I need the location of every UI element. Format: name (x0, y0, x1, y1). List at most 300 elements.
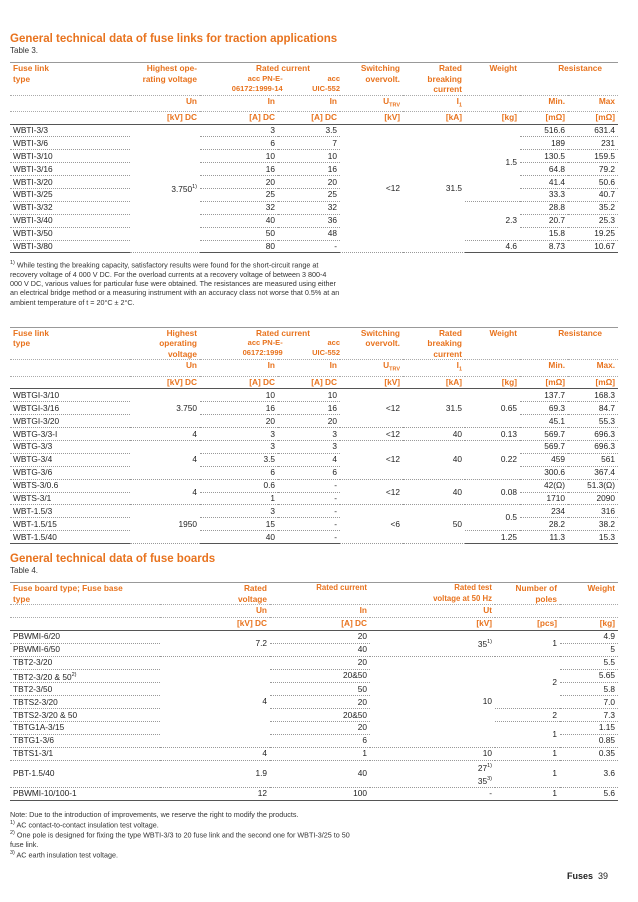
col-fuse-link: Fuse link type (13, 63, 49, 84)
table-cell: 20 (278, 415, 340, 428)
table-cell: 40 (403, 479, 465, 505)
table-cell: 6 (278, 466, 340, 479)
table-row (10, 492, 618, 505)
switching-cell: <12 (340, 124, 403, 253)
table-cell: WBTI-3/10 (10, 150, 130, 163)
table-cell: 4.9 (560, 630, 618, 643)
col-breaking: Rated breaking current (427, 327, 462, 359)
header-cell (10, 111, 130, 124)
table-cell: - (278, 518, 340, 531)
col-resistance: Resistance (558, 327, 603, 338)
table-cell: 20 (270, 721, 370, 734)
table-cell: 1 (495, 760, 560, 787)
table-cell: PBWMI-6/20 (10, 630, 160, 643)
table-cell: 15.8 (520, 227, 568, 240)
table-cell: 16 (200, 402, 278, 415)
table-cell: 50 (200, 227, 278, 240)
col-breaking: Rated breaking current (427, 63, 462, 94)
section3-title: General technical data of fuse boards (10, 553, 216, 566)
table-cell: 19.25 (568, 227, 618, 240)
table-cell: <12 (340, 428, 403, 441)
table-row (10, 201, 618, 214)
table-cell: 0.35 (560, 747, 618, 760)
table-cell: 5 (560, 643, 618, 656)
table-cell: 15 (200, 518, 278, 531)
breaking-cell: 31.5 (403, 124, 465, 253)
table-cell: 20&50 (270, 669, 370, 683)
table-cell: WBT-1.5/40 (10, 531, 130, 544)
table-cell: 4 (130, 479, 200, 505)
table-cell: WBTI-3/25 (10, 189, 130, 202)
section3-table-label: Table 4. (10, 566, 39, 576)
unit-ka: [kA] (403, 111, 465, 124)
table-cell: 31.5 (403, 389, 465, 428)
weight-cell: 2.3 (465, 201, 520, 240)
table-row (10, 124, 618, 137)
table-row (10, 505, 618, 518)
table-cell: 25.3 (568, 214, 618, 227)
sym-in: In (278, 95, 340, 111)
header-cell (465, 95, 520, 111)
unit-a-dc: [A] DC (270, 617, 370, 630)
table-cell: WBTI-3/20 (10, 176, 130, 189)
table-cell: 2 (495, 656, 560, 708)
unit-a-dc: [A] DC (200, 111, 278, 124)
sym-min: Min. (520, 95, 568, 111)
table-row (10, 389, 618, 402)
table-cell: 40 (200, 531, 278, 544)
table-cell: 300.6 (520, 466, 568, 479)
table-cell: 16 (200, 163, 278, 176)
table-cell: TBTG1-3/6 (10, 734, 160, 747)
table-cell: 0.13 (465, 428, 520, 441)
unit-a-dc: [A] DC (278, 111, 340, 124)
table-cell: - (278, 492, 340, 505)
table-cell: 2 (495, 709, 560, 722)
unit-a-dc: [A] DC (200, 376, 278, 389)
table-cell: WBTGI-3/20 (10, 415, 130, 428)
col-resistance: Resistance (558, 63, 603, 73)
table-cell: 3 (278, 440, 340, 453)
table-row (10, 150, 618, 163)
table-cell: 55.3 (568, 415, 618, 428)
note-1: $^{1)}$ AC contact-to-contact insulation test voltage. (10, 819, 159, 830)
table-cell: 35.2 (568, 201, 618, 214)
table-cell: 10 (278, 389, 340, 402)
table-cell: 0.22 (465, 440, 520, 479)
table-cell: 25 (200, 189, 278, 202)
table-cell: 10 (200, 389, 278, 402)
table-cell: 3 (200, 505, 278, 518)
section1-title: General technical data of fuse links for traction applications (10, 33, 338, 45)
table-cell: 1.25 (465, 531, 520, 544)
table-cell: 40 (403, 428, 465, 441)
table-cell: 516.6 (520, 124, 568, 137)
page (10, 0, 618, 860)
unit-kv: [kV] (340, 376, 403, 389)
table-cell: 1 (495, 630, 560, 656)
table-cell: TBTS2-3/20 (10, 696, 160, 709)
sym-ut: Ut (370, 605, 495, 618)
table-cell: - (278, 240, 340, 253)
table-cell: 4 (278, 453, 340, 466)
table-cell: WBTG-3/3-I (10, 428, 130, 441)
sym-un: Un (130, 95, 200, 111)
unit-kg: [kg] (465, 376, 520, 389)
table-row (10, 466, 618, 479)
col-switching: Switching overvolt. (360, 63, 400, 84)
table-row (10, 787, 618, 800)
table-row (10, 479, 618, 492)
table-cell: WBTS-3/1 (10, 492, 130, 505)
table-row (10, 214, 618, 227)
table-cell: 50 (403, 505, 465, 544)
table-row (10, 240, 618, 253)
table-cell: 1 (495, 721, 560, 747)
table-row (10, 453, 618, 466)
table-row (10, 747, 618, 760)
sym-in: In (200, 360, 278, 376)
table-cell: 5.5 (560, 656, 618, 669)
table-cell: 45.1 (520, 415, 568, 428)
sym-un: Un (160, 605, 270, 618)
table-cell: 231 (568, 137, 618, 150)
table-cell: 1.15 (560, 721, 618, 734)
table-cell: 3.6 (560, 760, 618, 787)
col-fuse-link: Fuse link type (13, 327, 49, 349)
unit-mohm: [mΩ] (520, 376, 568, 389)
table-cell: 3.5 (278, 124, 340, 137)
table-cell: WBTS-3/0.6 (10, 479, 130, 492)
table-cell: - (370, 787, 495, 800)
col-rated-voltage: Rated voltage (237, 583, 267, 604)
table-cell: 50 (270, 683, 370, 696)
table-cell: 40 (270, 643, 370, 656)
table-cell: 40 (270, 760, 370, 787)
table-cell: WBTG-3/6 (10, 466, 130, 479)
table-row (10, 656, 618, 669)
sym-max: Max (568, 95, 618, 111)
table-cell: 0.6 (200, 479, 278, 492)
table-cell: 32 (200, 201, 278, 214)
unit-kv: [kV] (370, 617, 495, 630)
table-cell: 11.3 (520, 531, 568, 544)
note-2: $^{2)}$ One pole is designed for fixing the type WBTI-3/3 to 20 fuse link and the second one for WBTI-3/25 to 50 fuse link. (10, 830, 350, 849)
sym-in: In (270, 605, 370, 618)
table-cell: 137.7 (520, 389, 568, 402)
table-cell: 36 (278, 214, 340, 227)
note-3: $^{3)}$ AC earth insulation test voltage. (10, 850, 118, 860)
table-cell: 7.3 (560, 709, 618, 722)
table-cell: 0.5 (465, 505, 520, 531)
header-cell (10, 95, 130, 111)
col-weight: Weight (587, 583, 615, 594)
table-cell: 12 (160, 787, 270, 800)
table-cell: 16 (278, 163, 340, 176)
table-cell: 0.08 (465, 479, 520, 505)
table-cell: 696.3 (568, 428, 618, 441)
table-cell: 25 (278, 189, 340, 202)
table-cell: WBTGI-3/16 (10, 402, 130, 415)
table-cell: 33.3 (520, 189, 568, 202)
unit-mohm: [mΩ] (568, 376, 618, 389)
table-cell: 20 (270, 696, 370, 709)
table-cell: <12 (340, 389, 403, 428)
page-number: 39 (597, 871, 608, 881)
table-cell: WBTI-3/40 (10, 214, 130, 227)
sym-utrv: $U_{TRV}$ (340, 360, 403, 376)
table-row (10, 630, 618, 643)
table-cell: 367.4 (568, 466, 618, 479)
table-cell: 38.2 (568, 518, 618, 531)
table-cell: <6 (340, 505, 403, 544)
unit-kv-dc: [kV] DC (130, 111, 200, 124)
table-cell: - (278, 479, 340, 492)
unit-kv-dc: [kV] DC (160, 617, 270, 630)
table-cell: 459 (520, 453, 568, 466)
table-cell: 4 (130, 440, 200, 479)
table-row (10, 721, 618, 734)
table-cell: WBTGI-3/10 (10, 389, 130, 402)
table-cell: <12 (340, 479, 403, 505)
table-cell: 3 (200, 428, 278, 441)
table-cell: 42(Ω) (520, 479, 568, 492)
table-cell: 7.2 (160, 630, 270, 656)
table-cell: 27$^{1)}$ 35$^{3)}$ (370, 760, 495, 787)
table-row (10, 176, 618, 189)
table-cell: WBTI-3/50 (10, 227, 130, 240)
table-cell: TBT2-3/20 & 50$^{2)}$ (10, 669, 160, 683)
col-board-type: Fuse board type; Fuse base type (13, 583, 123, 604)
table-cell: 6 (200, 466, 278, 479)
table-cell: 3 (278, 428, 340, 441)
unit-pcs: [pcs] (495, 617, 560, 630)
sym-utrv: $U_{TRV}$ (340, 95, 403, 111)
sym-in: In (278, 360, 340, 376)
unit-mohm: [mΩ] (520, 111, 568, 124)
col-switching: Switching overvolt. (360, 327, 400, 349)
table-cell: 35$^{1)}$ (370, 630, 495, 656)
table-cell: PBWMI-6/50 (10, 643, 160, 656)
header-cell (10, 617, 160, 630)
footer-label: Fuses (566, 871, 593, 881)
page-footer (567, 871, 608, 881)
table-cell: WBT-1.5/15 (10, 518, 130, 531)
header-cell (495, 605, 560, 618)
sym-i1: $I_1$ (403, 360, 465, 376)
table-row (10, 440, 618, 453)
table-cell: 80 (200, 240, 278, 253)
unit-mohm: [mΩ] (568, 111, 618, 124)
table-cell: WBTI-3/6 (10, 137, 130, 150)
table-cell: 1 (270, 747, 370, 760)
table-cell: <12 (340, 440, 403, 479)
table-row (10, 428, 618, 441)
table-cell: 20&50 (270, 709, 370, 722)
table-row (10, 415, 618, 428)
table-row (10, 760, 618, 787)
table-cell: - (278, 505, 340, 518)
table-cell: 6 (270, 734, 370, 747)
table-cell: 51.3(Ω) (568, 479, 618, 492)
table-cell: 40 (200, 214, 278, 227)
note-general: Note: Due to the introduction of improvements, we reserve the right to modify the products. (10, 809, 299, 819)
table-cell: 159.5 (568, 150, 618, 163)
sym-i1: $I_1$ (403, 95, 465, 111)
col-rated-current: Rated current (316, 583, 367, 593)
table-cell: 20 (200, 415, 278, 428)
table-row (10, 137, 618, 150)
header-cell (560, 605, 618, 618)
unit-kv-dc: [kV] DC (130, 376, 200, 389)
table-cell: 7.0 (560, 696, 618, 709)
table-cell: 130.5 (520, 150, 568, 163)
table-cell: PBT-1.5/40 (10, 760, 160, 787)
table-cell: 0.65 (465, 389, 520, 428)
table-cell: 5.65 (560, 669, 618, 683)
table-cell: 16 (278, 402, 340, 415)
table-cell: 50.6 (568, 176, 618, 189)
table-cell: 28.8 (520, 201, 568, 214)
table-cell: 168.3 (568, 389, 618, 402)
table-cell: TBT2-3/50 (10, 683, 160, 696)
table-cell: 6 (200, 137, 278, 150)
unit-kg: [kg] (465, 111, 520, 124)
table-cell: 1950 (130, 505, 200, 544)
unit-kg: [kg] (560, 617, 618, 630)
table-cell: 10 (370, 747, 495, 760)
table-cell: WBTI-3/3 (10, 124, 130, 137)
table-cell: 1 (495, 747, 560, 760)
weight-cell: 1.5 (465, 124, 520, 201)
table-cell: 1.9 (160, 760, 270, 787)
table-cell: 234 (520, 505, 568, 518)
table-cell: 10 (200, 150, 278, 163)
table-cell: 20 (270, 656, 370, 669)
table-cell: 0.85 (560, 734, 618, 747)
table-cell: 1 (495, 787, 560, 800)
header-cell (10, 360, 130, 376)
table-cell: 100 (270, 787, 370, 800)
fuse-boards-table (10, 582, 618, 800)
table-cell: 569.7 (520, 440, 568, 453)
sym-in: In (200, 95, 278, 111)
table-cell: 20.7 (520, 214, 568, 227)
header-cell (10, 376, 130, 389)
table-cell: 32 (278, 201, 340, 214)
sym-un: Un (130, 360, 200, 376)
table-cell: 10 (278, 150, 340, 163)
table-cell: TBTG1A-3/15 (10, 721, 160, 734)
unit-a-dc: [A] DC (278, 376, 340, 389)
table-cell: 7 (278, 137, 340, 150)
table-cell: 4 (130, 428, 200, 441)
header-cell (10, 605, 160, 618)
table-cell: 5.8 (560, 683, 618, 696)
table-cell: 5.6 (560, 787, 618, 800)
table-cell: 69.3 (520, 402, 568, 415)
table-cell: 316 (568, 505, 618, 518)
col-highest-voltage: Highest operating voltage (159, 327, 197, 359)
section1-table-label: Table 3. (10, 46, 39, 55)
table-cell: WBTI-3/16 (10, 163, 130, 176)
table-row (10, 189, 618, 202)
col-test-voltage: Rated test voltage at 50 Hz (433, 583, 492, 603)
table-cell: 3.750 (130, 389, 200, 428)
weight-cell: 4.6 (465, 240, 520, 253)
col-rated-current: Rated current acc PN-E- 06172:1999-14 acc UIC-552 (231, 63, 340, 93)
table-cell: 3.5 (200, 453, 278, 466)
unit-ka: [kA] (403, 376, 465, 389)
footnote-1: $^{1)}$ While testing the breaking capacity, satisfactory results were found for the short-circuit range at recovery voltage of 4 000 V DC. For the overload currents at a recovery voltage of between 3 800-4 000 V DC, various values for particular fuse were obtained. The resistances are measured using either an electrical bridge method or a measuring instrument with an accuracy class not worse that 0.5% at an ambient temperature of t = 20°C ± 2°C. (10, 260, 340, 307)
table-cell: 10.67 (568, 240, 618, 253)
sym-min: Min. (520, 360, 568, 376)
table-row (10, 518, 618, 531)
table-cell: - (278, 531, 340, 544)
col-weight: Weight (489, 63, 517, 73)
table-cell: WBTI-3/80 (10, 240, 130, 253)
table-cell: 3 (200, 440, 278, 453)
table-cell: 40 (403, 440, 465, 479)
table-cell: 20 (270, 630, 370, 643)
table-cell: 561 (568, 453, 618, 466)
fuse-links-table-2 (10, 327, 618, 544)
table-row (10, 163, 618, 176)
table-cell: 3 (200, 124, 278, 137)
col-highest-voltage: Highest ope- rating voltage (142, 63, 197, 84)
table-cell: 15.3 (568, 531, 618, 544)
table-cell: 189 (520, 137, 568, 150)
table-cell: 4 (160, 656, 270, 747)
col-rated-current: Rated current acc PN-E- 06172:1999 acc UIC-552 (242, 327, 340, 358)
table-cell: PBWMI-10/100-1 (10, 787, 160, 800)
table-cell: WBTG-3/3 (10, 440, 130, 453)
table-row (10, 709, 618, 722)
table-cell: 48 (278, 227, 340, 240)
table-row (10, 402, 618, 415)
table-cell: 20 (200, 176, 278, 189)
table-cell: 41.4 (520, 176, 568, 189)
table-cell: 569.7 (520, 428, 568, 441)
table-cell: 64.8 (520, 163, 568, 176)
table-cell: 4 (160, 747, 270, 760)
voltage-cell: 3.750$^{1)}$ (130, 124, 200, 253)
table-cell: 84.7 (568, 402, 618, 415)
table-cell: 696.3 (568, 440, 618, 453)
table-cell: 79.2 (568, 163, 618, 176)
header-cell (465, 360, 520, 376)
table-cell: 28.2 (520, 518, 568, 531)
table-row (10, 531, 618, 544)
table-cell: WBTI-3/32 (10, 201, 130, 214)
table-cell: 8.73 (520, 240, 568, 253)
table-cell: TBTS2-3/20 & 50 (10, 709, 160, 722)
fuse-links-table (10, 62, 618, 253)
sym-max: Max. (568, 360, 618, 376)
table-cell: 40.7 (568, 189, 618, 202)
table-cell: 631.4 (568, 124, 618, 137)
table-cell: WBT-1.5/3 (10, 505, 130, 518)
table-cell: 2090 (568, 492, 618, 505)
unit-kv: [kV] (340, 111, 403, 124)
table-cell: 1 (200, 492, 278, 505)
col-weight: Weight (489, 327, 517, 338)
table-cell: TBTS1-3/1 (10, 747, 160, 760)
table-cell: WBTG-3/4 (10, 453, 130, 466)
table-row (10, 227, 618, 240)
notes (10, 810, 350, 860)
table-cell: 20 (278, 176, 340, 189)
